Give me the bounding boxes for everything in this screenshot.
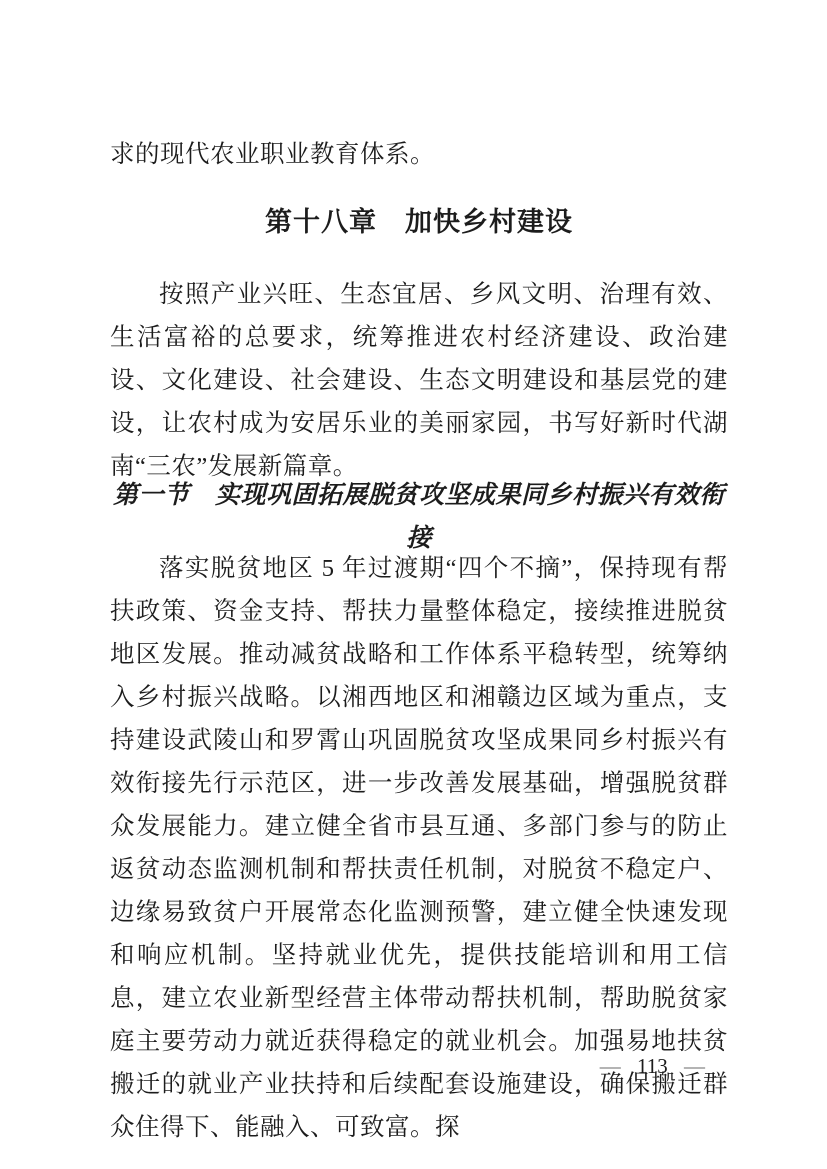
chapter-title: 第十八章 加快乡村建设 [265,207,573,237]
section-title: 第一节 实现巩固拓展脱贫攻坚成果同乡村振兴有效衔接 [112,482,725,552]
page-number [600,1053,705,1079]
page-number-dash-left: — [599,1054,621,1078]
section-body-paragraph: 落实脱贫地区 5 年过渡期“四个不摘”，保持现有帮扶政策、资金支持、帮扶力量整体稳定，接续推进脱贫地区发展。推动减贫战略和工作体系平稳转型，统筹纳入乡村振兴战略。以湘西地区和湘赣边区域为重点，支持建设武陵山和罗霄山巩固脱贫攻坚成果同乡村振兴有效衔接先行示范区，进一步改善发展基础，增强脱贫群众发展能力。建立健全省市县互通、多部门参与的防止返贫动态监测机制和帮扶责任机制，对脱贫不稳定户、边缘易致贫户开展常态化监测预警，建立健全快速发现和响应机制。坚持就业优先，提供技能培训和用工信息，建立农业新型经营主体带动帮扶机制，帮助脱贫家庭主要劳动力就近获得稳定的就业机会。加强易地扶贫搬迁的就业产业扶持和后续配套设施建设，确保搬迁群众住得下、能融入、可致富。探 [110,555,728,1141]
page-number-value: 113 [637,1054,668,1078]
continuation-paragraph-line: 求的现代农业职业教育体系。 [110,141,435,168]
chapter-intro-paragraph: 按照产业兴旺、生态宜居、乡风文明、治理有效、生活富裕的总要求，统筹推进农村经济建设、政治建设、文化建设、社会建设、生态文明建设和基层党的建设，让农村成为安居乐业的美丽家园，书写好新时代湖南“三农”发展新篇章。 [110,281,728,480]
page-number-dash-right: — [684,1054,705,1078]
